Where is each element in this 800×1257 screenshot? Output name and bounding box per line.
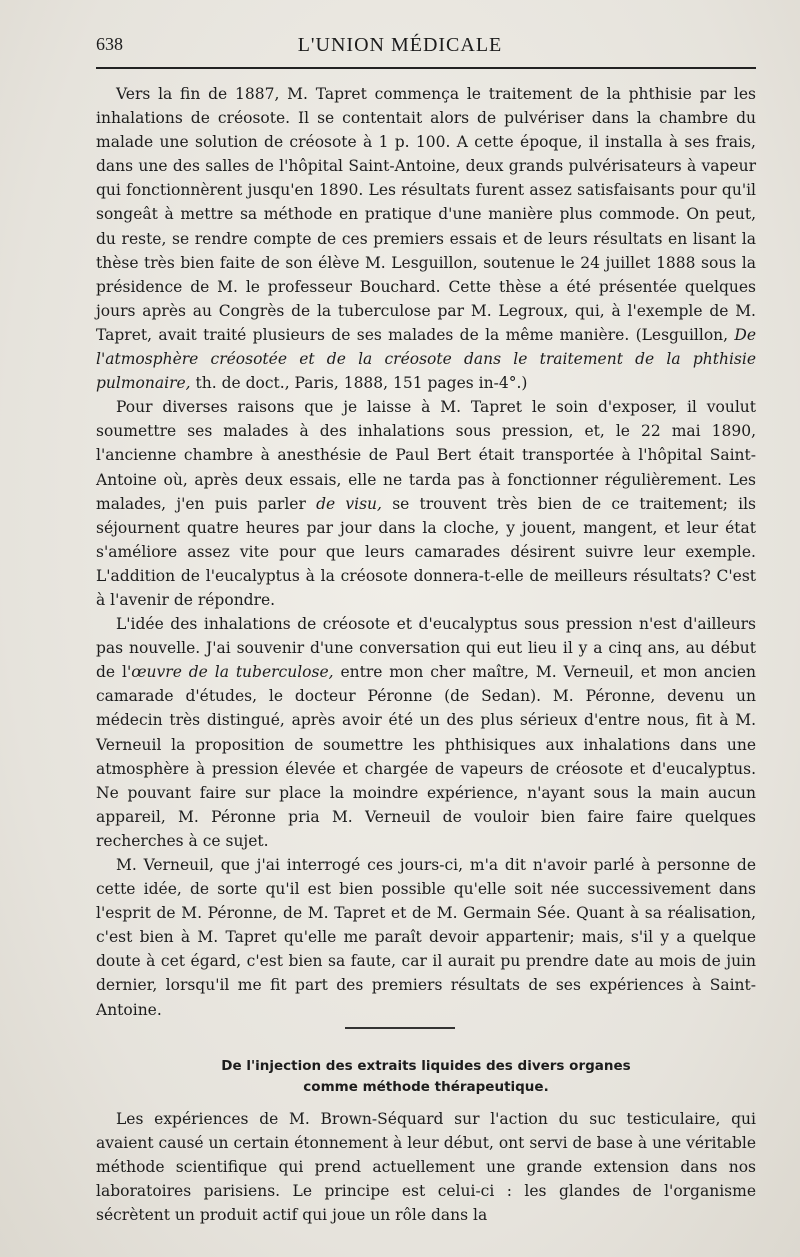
paragraph-1: [96, 82, 756, 395]
paragraph-3: [96, 612, 756, 853]
section-title-line-2: comme méthode thérapeutique.: [303, 1079, 549, 1095]
journal-title: L'UNION MÉDICALE: [297, 34, 503, 56]
paragraph-4: M. Verneuil, que j'ai interrogé ces jours-ci, m'a dit n'avoir parlé à personne de cette idée, de sorte qu'il est bien possible qu'elle soit née successivement dans l'esprit de M. Péronne, de M. Tapret et de M. Germain Sée. Quant à sa réalisation, c'est bien à M. Tapret qu'elle me paraît devoir appartenir; mais, s'il y a quelque doute à cet égard, c'est bien sa faute, car il aurait pu prendre date au mois de juin dernier, lorsqu'il me fit part des premiers résultats de ses expériences à Saint-Antoine.: [96, 856, 756, 1019]
paragraph-3-italic: œuvre de la tuberculose,: [131, 663, 334, 682]
section-title-line-1: De l'injection des extraits liquides des divers organes: [221, 1058, 631, 1074]
section-divider: [345, 1027, 455, 1029]
paragraph-3-text-a: L'idée des inhalations de créosote et d'eucalyptus sous pression n'est d'ailleurs pas nouvelle. J'ai souvenir d'une conversation qui eut lieu il y a cinq ans, au début de l': [96, 615, 756, 682]
section-title: [96, 1056, 756, 1098]
section-paragraph-1: Les expériences de M. Brown-Séquard sur l'action du suc testiculaire, qui avaient causé un certain étonnement à leur début, ont servi de base à une véritable méthode scientifique qui prend actuellement une grande extension dans nos laboratoires parisiens. Le principe est celui-ci : les glandes de l'organisme sécrètent un produit actif qui joue un rôle dans la: [96, 1110, 756, 1225]
page-number: 638: [96, 34, 123, 54]
paragraph-1-citation-title: De l'atmosphère créosotée et de la créosote dans le traitement de la phthisie pulmonaire,: [96, 325, 756, 393]
paragraph-2-text-a: Pour diverses raisons que je laisse à M. Tapret le soin d'exposer, il voulut soumettre ses malades à des inhalations sous pression, et, le 22 mai 1890, l'ancienne chambre à anesthésie de Paul Bert était transportée à l'hôpital Saint-Antoine où, après deux essais, elle ne tarda pas à fonctionner régulièrement. Les malades, j'en puis parler: [96, 398, 756, 513]
running-header: [0, 34, 800, 62]
paragraph-1-text-a: Vers la fin de 1887, M. Tapret commença le traitement de la phthisie par les inhalations de créosote. Il se contentait alors de pulvériser dans la chambre du malade une solution de créosote à 1 p. 100. A cette époque, il installa à ses frais, dans une des salles de l'hôpital Saint-Antoine, deux grands pulvérisateurs à vapeur qui fonctionnèrent jusqu'en 1890. Les résultats furent assez satisfaisants pour qu'il songeât à mettre sa méthode en pratique d'une manière plus commode. On peut, du reste, se rendre compte de ces premiers essais et de leurs résultats en lisant la thèse très bien faite de son élève M. Lesguillon, soutenue le 24 juillet 1888 sous la présidence de M. le professeur Bouchard. Cette thèse a été présentée quelques jours après au Congrès de la tuberculose par M. Legroux, qui, à l'exemple de M. Tapret, avait traité plusieurs de ses malades de la même manière. (Lesguillon,: [96, 85, 756, 344]
header-rule: [96, 67, 756, 69]
paragraph-2-text-b: se trouvent très bien de ce traitement; ils séjournent quatre heures par jour dans la cloche, y jouent, mangent, et leur état s'améliore assez vite pour que leurs camarades désirent suivre leur exemple. L'addition de l'eucalyptus à la créosote donnera-t-elle de meilleurs résultats? C'est à l'avenir de répondre.: [96, 494, 757, 609]
paragraph-3-text-b: entre mon cher maître, M. Verneuil, et mon ancien camarade d'études, le docteur Péronne (de Sedan). M. Péronne, devenu un médecin très distingué, après avoir été un des plus sérieux d'entre nous, fit à M. Verneuil la proposition de soumettre les phthisiques aux inhalations dans une atmosphère à pression élevée et chargée de vapeurs de créosote et d'eucalyptus. Ne pouvant faire sur place la moindre expérience, n'ayant sous la main aucun appareil, M. Péronne pria M. Verneuil de vouloir bien faire faire quelques recherches à ce sujet.: [96, 663, 757, 850]
paragraph-2-italic: de visu,: [316, 494, 382, 513]
paragraph-2: [96, 395, 756, 612]
article-body: [96, 82, 756, 1022]
paragraph-1-text-b: th. de doct., Paris, 1888, 151 pages in-4°.): [190, 374, 528, 393]
section-body: [96, 1107, 756, 1227]
